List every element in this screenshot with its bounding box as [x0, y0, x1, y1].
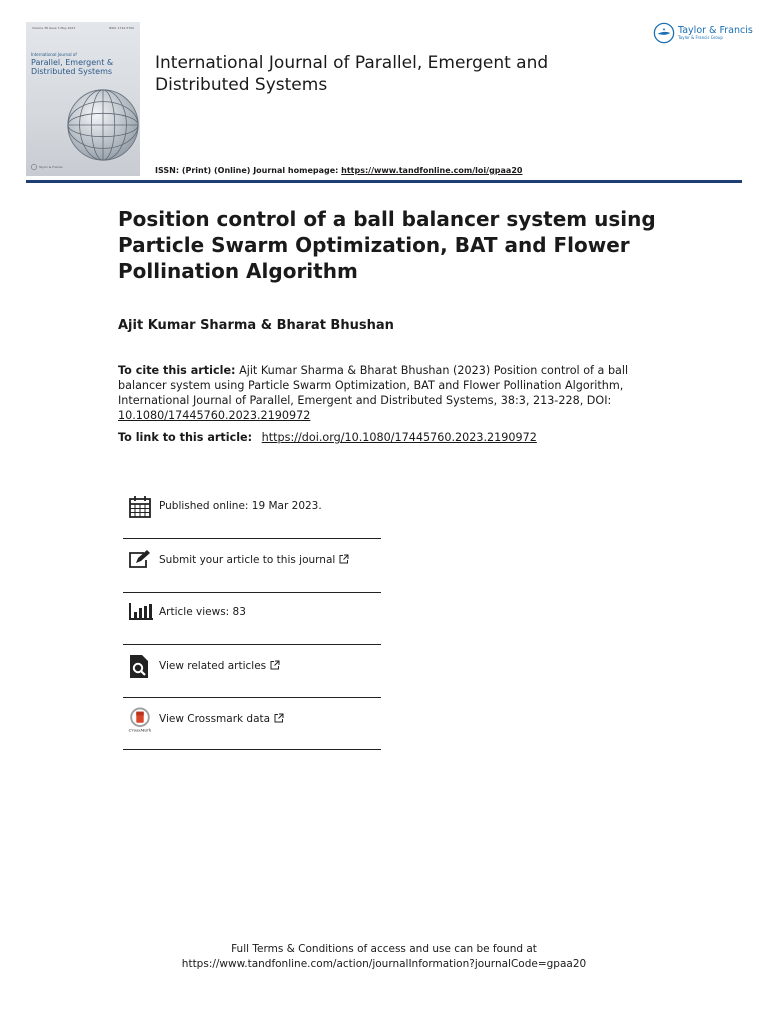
journal-title: International Journal of Parallel, Emergent and Distributed Systems [155, 53, 549, 95]
cover-publisher-name: Taylor & Francis [39, 165, 63, 169]
issn-text: ISSN: (Print) (Online) Journal homepage: [155, 166, 342, 175]
external-link-icon [270, 660, 280, 670]
crossmark-link[interactable] [159, 713, 284, 725]
divider [123, 697, 381, 698]
bar-chart-icon [127, 600, 153, 626]
taylor-francis-lamp-icon [653, 22, 675, 44]
search-document-icon [127, 654, 153, 680]
journal-homepage-link[interactable]: https://www.tandfonline.com/loi/gpaa20 [341, 166, 523, 175]
published-online-text: Published online: 19 Mar 2023. [159, 500, 322, 512]
article-views-text: Article views: 83 [159, 606, 246, 618]
crossmark-label: CrossMark [128, 727, 152, 733]
edit-icon [127, 548, 153, 574]
external-link-icon [274, 713, 284, 723]
calendar-icon [127, 494, 153, 520]
footer-terms-url[interactable]: https://www.tandfonline.com/action/journalInformation?journalCode=gpaa20 [181, 958, 587, 970]
divider [123, 644, 381, 645]
divider [123, 749, 381, 750]
doi-link[interactable]: 10.1080/17445760.2023.2190972 [118, 409, 311, 422]
cite-text: Ajit Kumar Sharma & Bharat Bhushan (2023) Position control of a ball balancer system using Particle Swarm Optimization, BAT and Flower Pollination Algorithm, International Journal of Parallel, Emergent and Distributed Systems, 38:3, 213-228, DOI: [118, 364, 629, 407]
cover-volume: Volume 38 Issue 3 May 2023 [32, 26, 76, 30]
citation-block [118, 363, 648, 423]
issn-line [155, 166, 522, 175]
cite-label: To cite this article: [118, 364, 236, 377]
publisher-logo [653, 22, 753, 44]
article-title: Position control of a ball balancer system using Particle Swarm Optimization, BAT and Flower Pollination Algorithm [118, 207, 656, 283]
external-link-icon [339, 554, 349, 564]
related-articles-text: View related articles [159, 660, 267, 672]
journal-cover [26, 22, 140, 176]
publisher-mark-icon [31, 164, 37, 170]
crossmark-text: View Crossmark data [159, 713, 271, 725]
crossmark-row[interactable] [123, 707, 381, 759]
cover-issn: ISSN: 1744-5760 [108, 26, 134, 30]
submit-article-text: Submit your article to this journal [159, 554, 336, 566]
related-articles-link[interactable] [159, 660, 280, 672]
cover-title-small: International Journal of [31, 52, 77, 57]
cover-publisher [31, 164, 63, 170]
footer-terms [0, 942, 768, 972]
footer-line-1: Full Terms & Conditions of access and use can be found at [231, 943, 537, 955]
header-divider [26, 180, 742, 183]
link-label: To link to this article: [118, 431, 253, 444]
sphere-illustration-icon [64, 86, 140, 164]
divider [123, 592, 381, 593]
article-authors: Ajit Kumar Sharma & Bharat Bhushan [118, 318, 394, 333]
cover-title [31, 52, 139, 76]
article-link-line [118, 431, 537, 444]
publisher-logo-group: Taylor & Francis Group [678, 35, 723, 40]
article-doi-url[interactable]: https://doi.org/10.1080/17445760.2023.2190972 [261, 431, 537, 444]
related-articles-row[interactable] [123, 654, 381, 706]
publisher-logo-name: Taylor & Francis [678, 25, 753, 36]
divider [123, 538, 381, 539]
submit-article-link[interactable] [159, 554, 349, 566]
crossmark-icon [127, 707, 153, 733]
cover-title-main: Parallel, Emergent & Distributed Systems [31, 58, 114, 76]
